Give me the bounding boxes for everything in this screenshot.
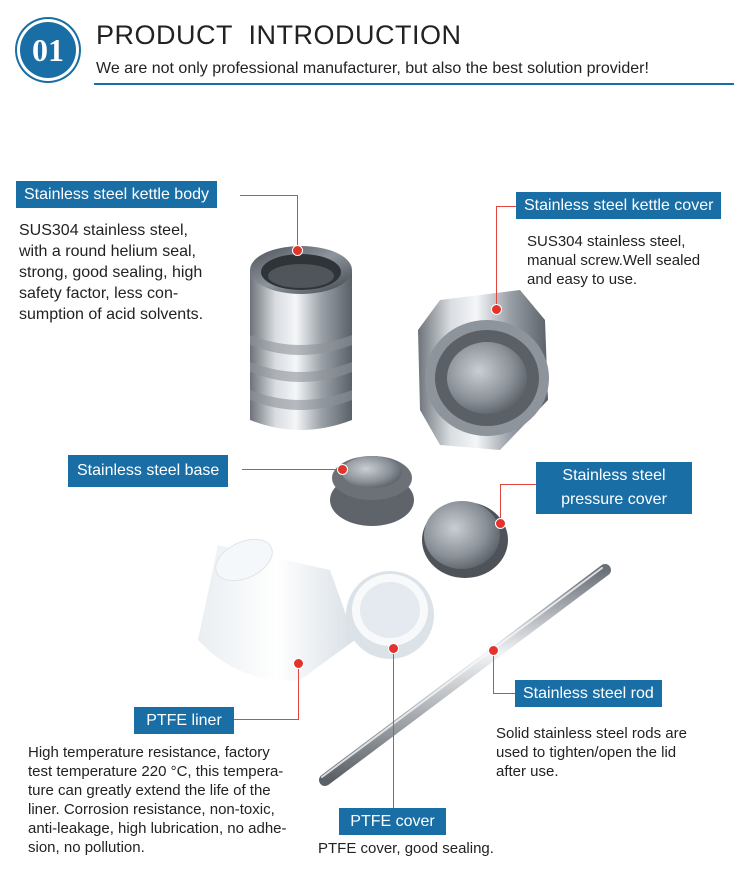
desc-ptfe-liner: High temperature resistance, factory test temperature 220 °C, this tempera- ture can greatly extend the life of the liner. Corrosion resistance, non-toxic, anti-leakage, high lubrication, no adhe- sion, no pollution. [28, 744, 287, 856]
label-kettle-cover: Stainless steel kettle cover [516, 192, 721, 219]
label-pressure-cover: Stainless steel pressure cover [536, 462, 692, 514]
label-ptfe-cover: PTFE cover [339, 808, 446, 835]
pointer-dot [488, 645, 499, 656]
pointer-line [500, 484, 536, 485]
kettle-body-image [250, 246, 352, 430]
pointer-line [234, 719, 299, 720]
pointer-line [496, 206, 516, 207]
pointer-dot [337, 464, 348, 475]
pointer-line [496, 206, 497, 310]
pointer-line [297, 195, 298, 251]
pointer-dot [495, 518, 506, 529]
pointer-line [242, 469, 342, 470]
page-subtitle: We are not only professional manufacturer, but also the best solution provider! [96, 60, 649, 77]
pointer-line [240, 195, 297, 196]
pointer-dot [491, 304, 502, 315]
page-title: PRODUCT INTRODUCTION [96, 20, 462, 50]
desc-kettle-body: SUS304 stainless steel, with a round helium seal, strong, good sealing, high safety factor, less con- sumption of acid solvents. [19, 222, 204, 323]
pointer-line [298, 663, 299, 720]
label-ptfe-liner: PTFE liner [134, 707, 234, 734]
section-number-badge: 01 [20, 22, 76, 78]
label-steel-rod: Stainless steel rod [515, 680, 662, 707]
desc-kettle-cover: SUS304 stainless steel, manual screw.Well sealed and easy to use. [527, 233, 701, 288]
desc-ptfe-cover: PTFE cover, good sealing. [318, 840, 494, 857]
pressure-cover-image [422, 501, 508, 578]
desc-steel-rod: Solid stainless steel rods are used to tighten/open the lid after use. [496, 725, 687, 780]
label-steel-base: Stainless steel base [68, 455, 228, 487]
pointer-line [493, 693, 515, 694]
label-kettle-body: Stainless steel kettle body [16, 181, 217, 208]
pointer-line [493, 650, 494, 693]
pointer-line [393, 648, 394, 808]
pointer-dot [293, 658, 304, 669]
kettle-cover-image [418, 290, 549, 450]
ptfe-liner-image [198, 531, 355, 680]
pointer-dot [292, 245, 303, 256]
pointer-dot [388, 643, 399, 654]
